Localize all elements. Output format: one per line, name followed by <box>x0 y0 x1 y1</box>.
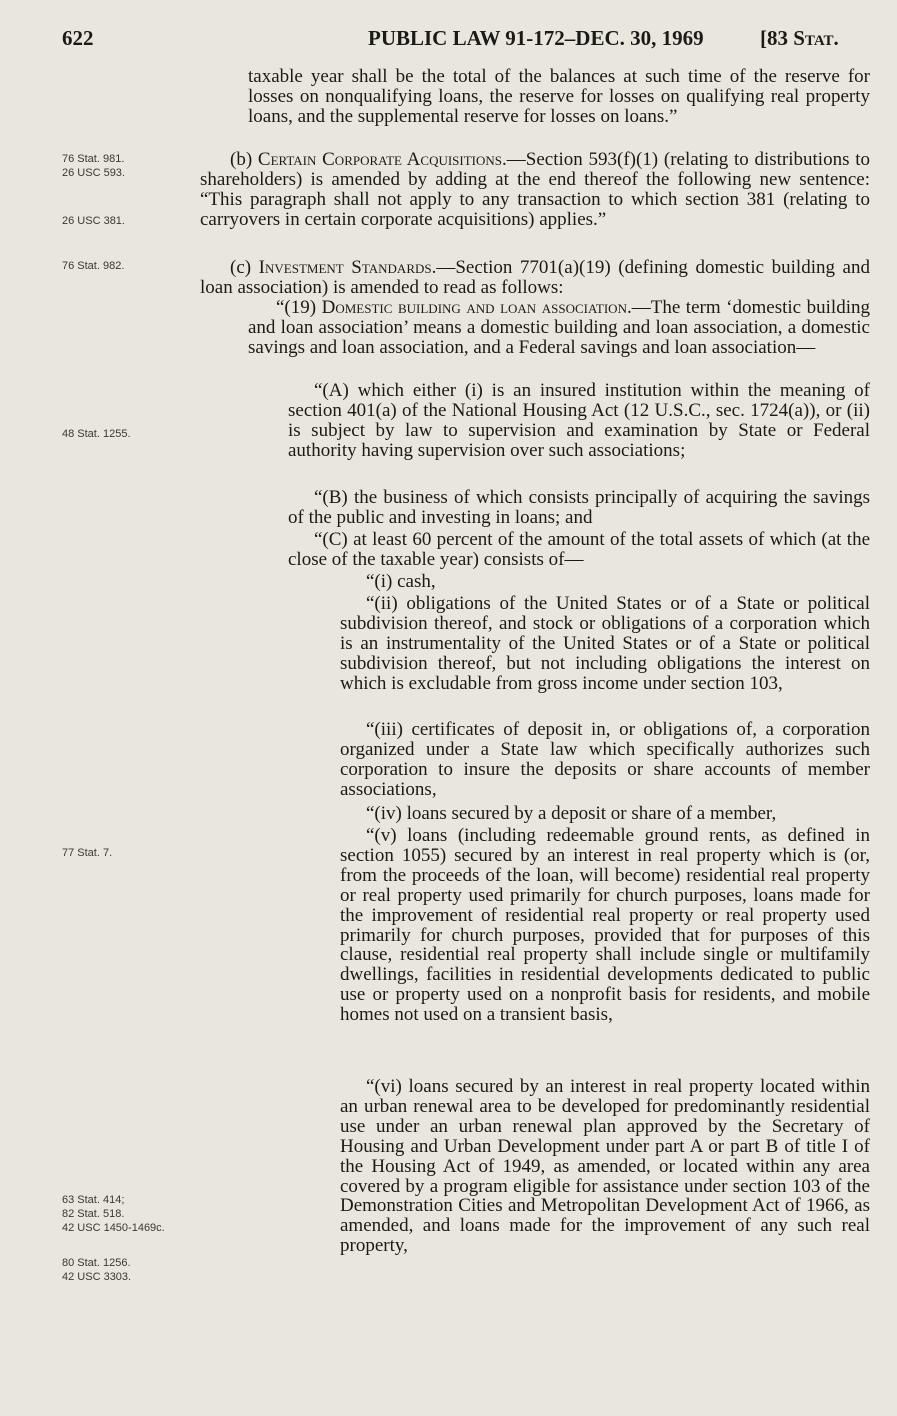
statute-word: Stat. <box>793 26 839 50</box>
paragraph-c-heading: Investment Standards. <box>258 257 437 278</box>
margin-note: 48 Stat. 1255. <box>62 428 131 440</box>
clause-i: “(i) cash, <box>366 571 436 592</box>
clause-v: “(v) loans (including redeemable ground rents, as defined in section 1055) secured by an interest in real property which is (or, from the proceeds of the loan, will become) residential real property or real property used primarily for church purposes, loans made for the improvement of residential real property or real property used primarily for church purposes, provided that for purposes of this clause, residential real property shall include single or multifamily dwellings, facilities in residential developments dedicated to public use or property used on a nonprofit basis for residents, and mobile homes not used on a transient basis, <box>340 825 870 1026</box>
paragraph-c-text: —Section 7701(a)(19) (defining domestic building and loan association) is amended to read as follows: <box>200 257 870 298</box>
subparagraph-a: “(A) which either (i) is an insured institution within the meaning of section 401(a) of the National Housing Act (12 U.S.C., sec. 1724(a)), or (ii) is subject by law to supervision and examination by State or Federal authority having supervision over such associations; <box>288 380 870 461</box>
paragraph-b-label: (b) <box>230 149 258 170</box>
margin-note: 42 USC 1450-1469c. <box>62 1222 165 1234</box>
statute-reference <box>760 26 839 51</box>
margin-note: 42 USC 3303. <box>62 1271 132 1283</box>
margin-note: 77 Stat. 7. <box>62 847 113 859</box>
margin-note: 26 USC 593. <box>62 167 125 179</box>
page-number: 622 <box>62 26 94 50</box>
clause-iv: “(iv) loans secured by a deposit or share of a member, <box>366 803 777 824</box>
page-header-title: PUBLIC LAW 91-172–DEC. 30, 1969 <box>368 26 704 50</box>
paragraph-b <box>200 150 870 230</box>
margin-note: 76 Stat. 982. <box>62 260 125 272</box>
paragraph-continuation: taxable year shall be the total of the balances at such time of the reserve for losses on nonqualifying loans, the reserve for losses on qualifying real property loans, and the supplemental reserve for losses on loans.” <box>248 66 870 127</box>
clause-iii: “(iii) certificates of deposit in, or obligations of, a corporation organized under a State law which specifically authorizes such corporation to insure the deposits or share accounts of member associations, <box>340 719 870 800</box>
paragraph-b-text: —Section 593(f)(1) (relating to distributions to shareholders) is amended by adding at the end thereof the following new sentence: “This paragraph shall not apply to any transaction to which section 381 (relating to carryovers in certain corporate acquisitions) applies.” <box>200 149 870 230</box>
paragraph-19 <box>248 298 870 358</box>
paragraph-b-heading: Certain Corporate Acquisitions. <box>257 149 507 170</box>
margin-note: 63 Stat. 414; <box>62 1194 125 1206</box>
clause-vi: “(vi) loans secured by an interest in real property located within an urban renewal area to be developed for predominantly residential use under an urban renewal plan approved by the Secretary of Housing and Urban Development under part A or part B of title I of the Housing Act of 1949, as amended, or located within any area covered by a program eligible for assistance under section 103 of the Demonstration Cities and Metropolitan Development Act of 1966, as amended, and loans made for the improvement of any such real property, <box>340 1076 870 1257</box>
margin-note: 76 Stat. 981. <box>62 153 125 165</box>
paragraph-19-label: “(19) <box>276 297 322 318</box>
clause-ii: “(ii) obligations of the United States or of a State or political subdivision thereof, and stock or obligations of a corporation which is an instrumentality of the United States or of a State or political subdivision thereof, but not including obligations the interest on which is excludable from gross income under section 103, <box>340 593 870 694</box>
margin-note: 82 Stat. 518. <box>62 1208 125 1220</box>
paragraph-19-text: —The term ‘domestic building and loan association’ means a domestic building and loan association, a domestic savings and loan association, and a Federal savings and loan association— <box>248 297 870 358</box>
paragraph-19-heading: Domestic building and loan association. <box>321 297 632 318</box>
margin-note: 26 USC 381. <box>62 215 125 227</box>
paragraph-c <box>200 258 870 298</box>
margin-note: 80 Stat. 1256. <box>62 1257 131 1269</box>
subparagraph-c: “(C) at least 60 percent of the amount of the total assets of which (at the close of the taxable year) consists of— <box>288 529 870 570</box>
statute-volume: [83 <box>760 26 788 50</box>
paragraph-c-label: (c) <box>230 257 259 278</box>
subparagraph-b: “(B) the business of which consists principally of acquiring the savings of the public and investing in loans; and <box>288 487 870 528</box>
